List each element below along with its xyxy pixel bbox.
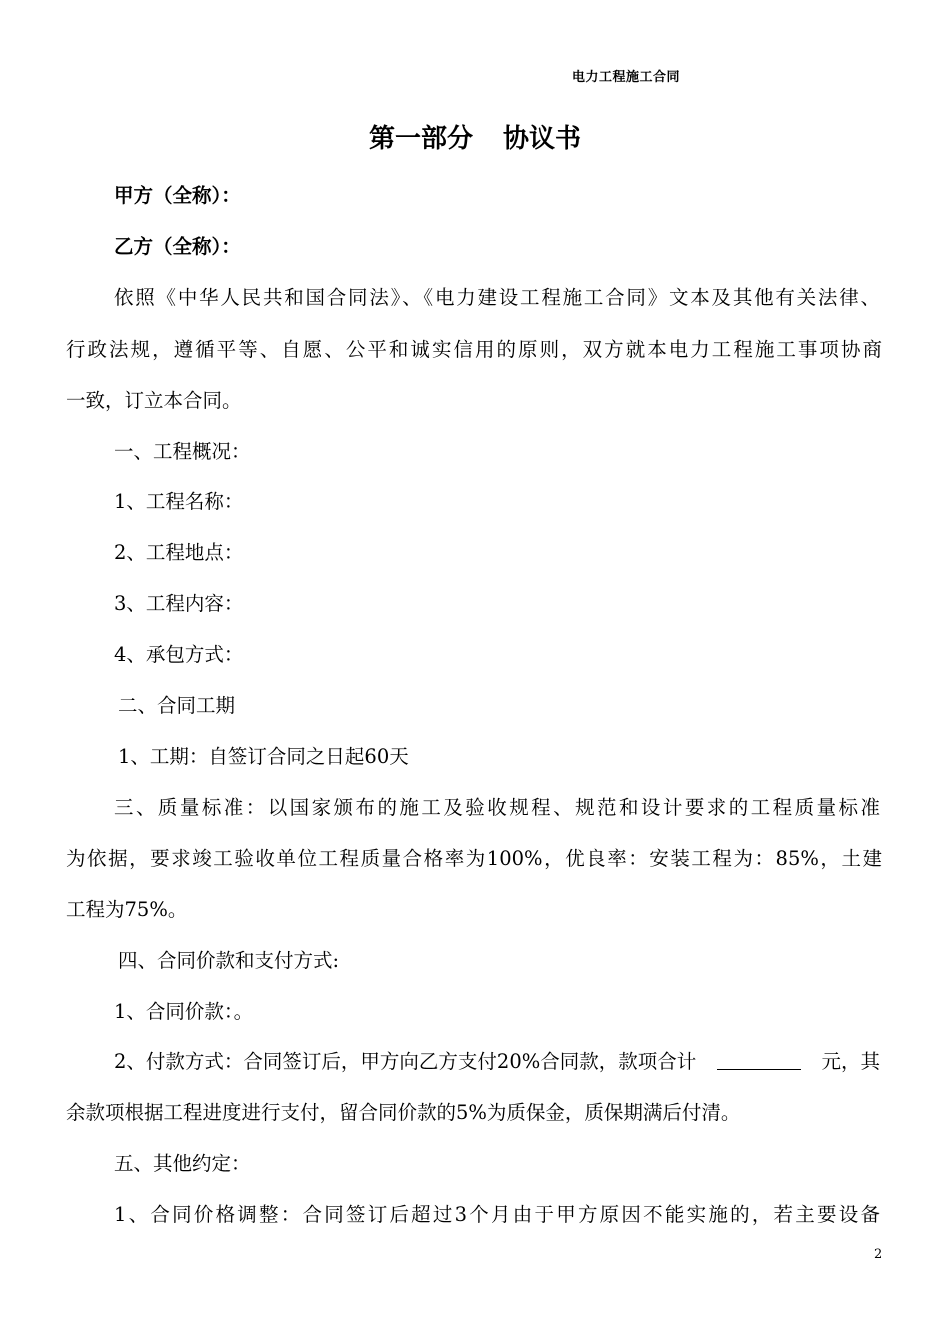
section-1-item-1: 1、工程名称： xyxy=(114,490,244,513)
section-4-item-2 xyxy=(114,1049,880,1075)
section-4-item-2-text: 2、付款方式：合同签订后，甲方向乙方支付20%合同款，款项合计 xyxy=(114,1050,697,1073)
title-name: 协议书 xyxy=(503,124,582,154)
section-4-item-2-suffix: 元，其 xyxy=(821,1050,880,1073)
section-4-item-1: 1、合同价款：。 xyxy=(114,1000,254,1023)
page-number: 2 xyxy=(874,1247,883,1262)
section-3-line-3: 工程为75%。 xyxy=(66,898,188,921)
title-part: 第一部分 xyxy=(368,124,473,154)
section-5-title: 五、其他约定： xyxy=(114,1152,251,1175)
party-b-label: 乙方（全称）： xyxy=(114,235,241,258)
section-4-item-2-line-2: 余款项根据工程进度进行支付，留合同价款的5%为质保金，质保期满后付清。 xyxy=(66,1101,741,1124)
section-3-line-1: 三、质量标准：以国家颁布的施工及验收规程、规范和设计要求的工程质量标准 xyxy=(114,796,880,819)
section-3-line-2: 为依据，要求竣工验收单位工程质量合格率为100%，优良率：安装工程为：85%，土建 xyxy=(66,847,882,870)
party-a-label: 甲方（全称）： xyxy=(114,184,241,207)
section-1-item-3: 3、工程内容： xyxy=(114,592,244,615)
section-1-item-4: 4、承包方式： xyxy=(114,643,244,666)
section-2-item-1: 1、工期：自签订合同之日起60天 xyxy=(118,745,409,768)
intro-line-2: 行政法规，遵循平等、自愿、公平和诚实信用的原则，双方就本电力工程施工事项协商 xyxy=(66,338,882,361)
intro-line-3: 一致，订立本合同。 xyxy=(66,389,242,412)
intro-line-1: 依照《中华人民共和国合同法》、《电力建设工程施工合同》文本及其他有关法律、 xyxy=(114,286,880,309)
section-2-title: 二、合同工期 xyxy=(118,694,236,717)
section-1-item-2: 2、工程地点： xyxy=(114,541,244,564)
section-1-title: 一、工程概况： xyxy=(114,440,251,463)
amount-blank xyxy=(717,1049,801,1070)
section-5-item-1: 1、合同价格调整：合同签订后超过3个月由于甲方原因不能实施的，若主要设备 xyxy=(114,1203,880,1226)
page-title xyxy=(0,118,950,155)
section-4-title: 四、合同价款和支付方式: xyxy=(118,949,340,972)
running-header: 电力工程施工合同 xyxy=(572,70,681,85)
